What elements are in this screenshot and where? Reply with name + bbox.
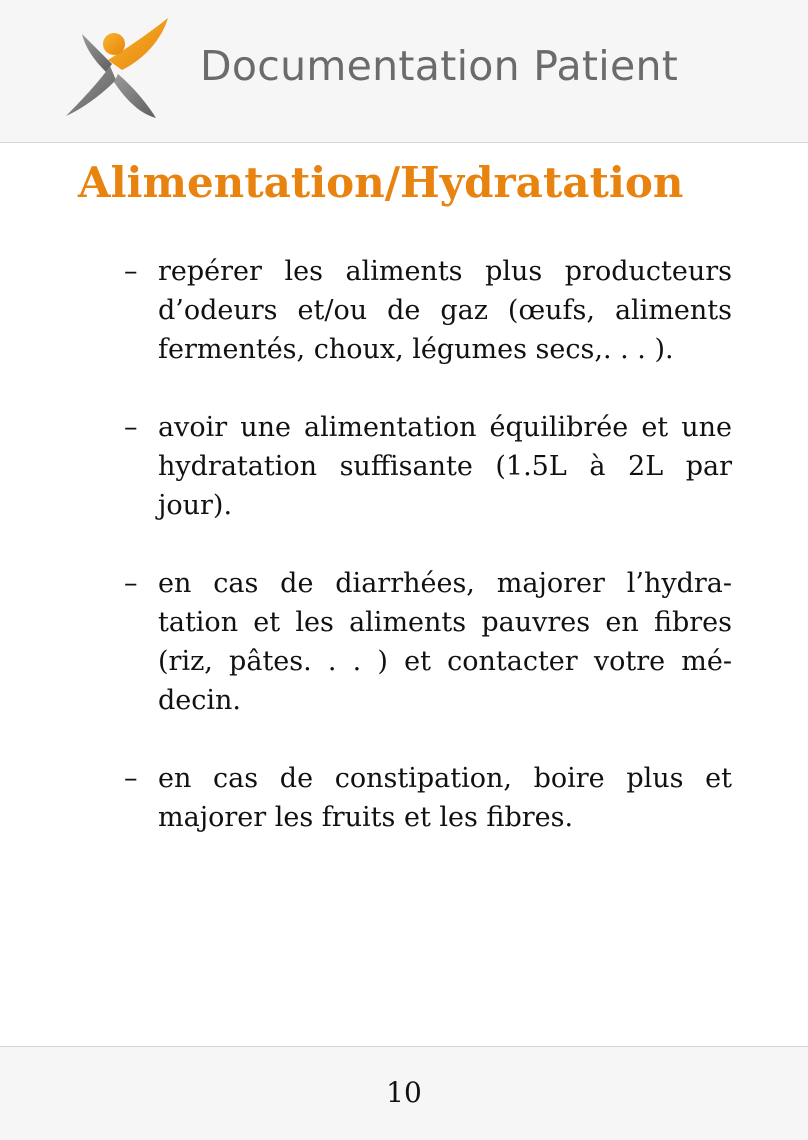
list-item	[120, 408, 732, 525]
list-item	[120, 252, 732, 369]
list-item-text: avoir une alimentation équilibrée et une hydratation suffisante (1.5L à 2L par jour).	[158, 412, 732, 521]
person-figure-logo-icon	[62, 16, 172, 122]
list-item	[120, 759, 732, 837]
page-title: Alimentation/Hydratation	[78, 158, 684, 207]
list-item-text: en cas de constipation, boire plus et majorer les fruits et les fibres.	[158, 763, 732, 833]
advice-list	[120, 252, 732, 876]
list-item	[120, 564, 732, 720]
list-item-text: en cas de diarrhées, majorer l’hydratation et les aliments pauvres en fibres (riz, pâtes. . . ) et contacter votre médecin.	[158, 568, 732, 716]
bullet-dash: –	[124, 412, 138, 443]
list-item-text: repérer les aliments plus producteurs d’odeurs et/ou de gaz (œufs, aliments fermentés, choux, légumes secs,. . . ).	[158, 256, 732, 365]
bullet-dash: –	[124, 763, 138, 794]
header-title: Documentation Patient	[200, 42, 679, 90]
page-header	[0, 0, 808, 143]
bullet-dash: –	[124, 568, 138, 599]
page-number: 10	[386, 1076, 422, 1109]
bullet-dash: –	[124, 256, 138, 287]
